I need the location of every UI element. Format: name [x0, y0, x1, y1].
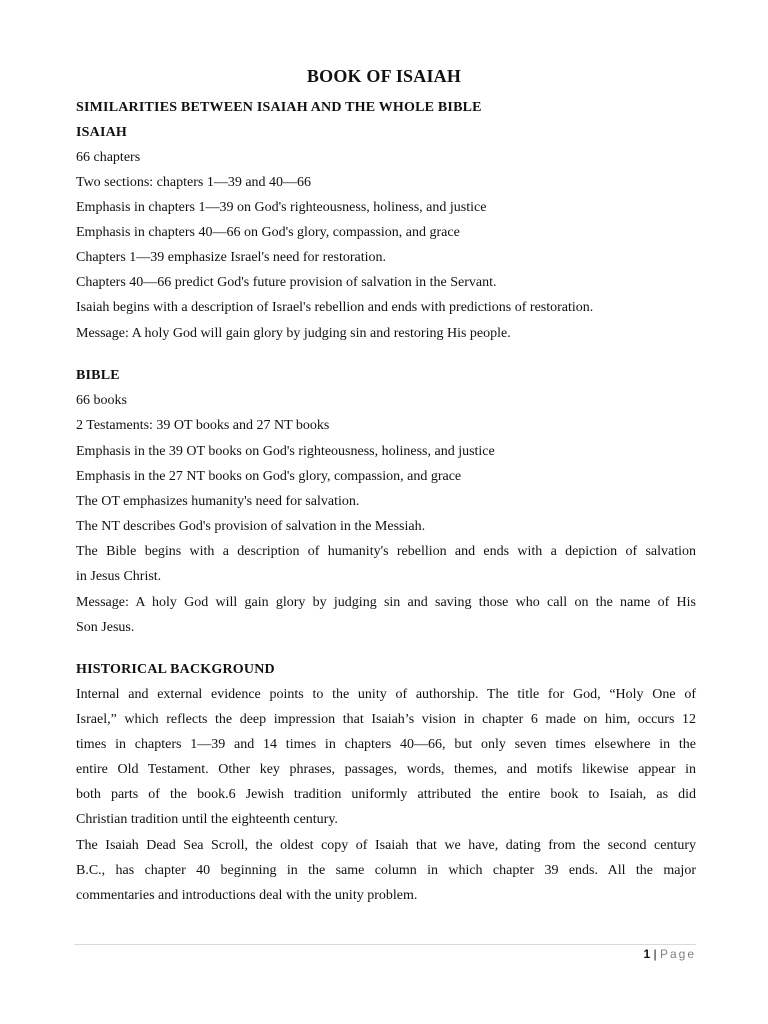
bible-paragraph-line: The Bible begins with a description of humanity's rebellion and ends with a depiction of salvation	[76, 544, 696, 559]
bible-line: Emphasis in the 27 NT books on God's glory, compassion, and grace	[76, 469, 462, 484]
isaiah-line: Chapters 1—39 emphasize Israel's need for restoration.	[76, 250, 387, 265]
isaiah-message: Message: A holy God will gain glory by judging sin and restoring His people.	[76, 326, 511, 341]
page-label: Page	[659, 947, 696, 961]
page-number: 1	[643, 947, 651, 961]
footer-divider	[74, 944, 696, 945]
historical-paragraph-line: entire Old Testament. Other key phrases, passages, words, themes, and motifs likewise appear in	[76, 762, 696, 777]
bible-line: 66 books	[76, 393, 127, 408]
historical-paragraph-line: B.C., has chapter 40 beginning in the same column in which chapter 39 ends. All the major	[76, 863, 696, 878]
historical-paragraph-line: times in chapters 1—39 and 14 times in chapters 40—66, but only seven times elsewhere in the	[76, 737, 696, 752]
isaiah-line: Emphasis in chapters 40—66 on God's glory, compassion, and grace	[76, 225, 460, 240]
historical-paragraph-line: The Isaiah Dead Sea Scroll, the oldest copy of Isaiah that we have, dating from the second century	[76, 838, 696, 853]
bible-heading: BIBLE	[76, 368, 120, 383]
isaiah-heading: ISAIAH	[76, 125, 127, 140]
bible-line: The NT describes God's provision of salvation in the Messiah.	[76, 519, 426, 534]
bible-message-line: Message: A holy God will gain glory by judging sin and saving those who call on the name of His	[76, 595, 696, 610]
isaiah-line: Isaiah begins with a description of Israel's rebellion and ends with predictions of restoration.	[76, 300, 594, 315]
historical-paragraph-line: Christian tradition until the eighteenth century.	[76, 812, 338, 827]
historical-paragraph-line: both parts of the book.6 Jewish tradition uniformly attributed the entire book to Isaiah, as did	[76, 787, 696, 802]
isaiah-line: Two sections: chapters 1—39 and 40—66	[76, 175, 312, 190]
historical-paragraph-line: Israel,” which reflects the deep impression that Isaiah’s vision in chapter 6 made on him, occurs 12	[76, 712, 696, 727]
isaiah-line: Chapters 40—66 predict God's future provision of salvation in the Servant.	[76, 275, 497, 290]
similarities-heading: SIMILARITIES BETWEEN ISAIAH AND THE WHOLE BIBLE	[76, 100, 482, 115]
isaiah-line: 66 chapters	[76, 150, 141, 165]
historical-heading: HISTORICAL BACKGROUND	[76, 662, 275, 677]
bible-line: 2 Testaments: 39 OT books and 27 NT books	[76, 418, 330, 433]
bible-message-line: Son Jesus.	[76, 620, 135, 635]
page-footer	[643, 947, 696, 961]
footer-separator: |	[653, 947, 657, 961]
bible-line: Emphasis in the 39 OT books on God's righteousness, holiness, and justice	[76, 444, 495, 459]
document-title: BOOK OF ISAIAH	[306, 66, 462, 86]
bible-paragraph-line: in Jesus Christ.	[76, 569, 162, 584]
historical-paragraph-line: Internal and external evidence points to the unity of authorship. The title for God, “Holy One of	[76, 687, 696, 702]
bible-line: The OT emphasizes humanity's need for salvation.	[76, 494, 360, 509]
historical-paragraph-line: commentaries and introductions deal with the unity problem.	[76, 888, 418, 903]
isaiah-line: Emphasis in chapters 1—39 on God's righteousness, holiness, and justice	[76, 200, 487, 215]
